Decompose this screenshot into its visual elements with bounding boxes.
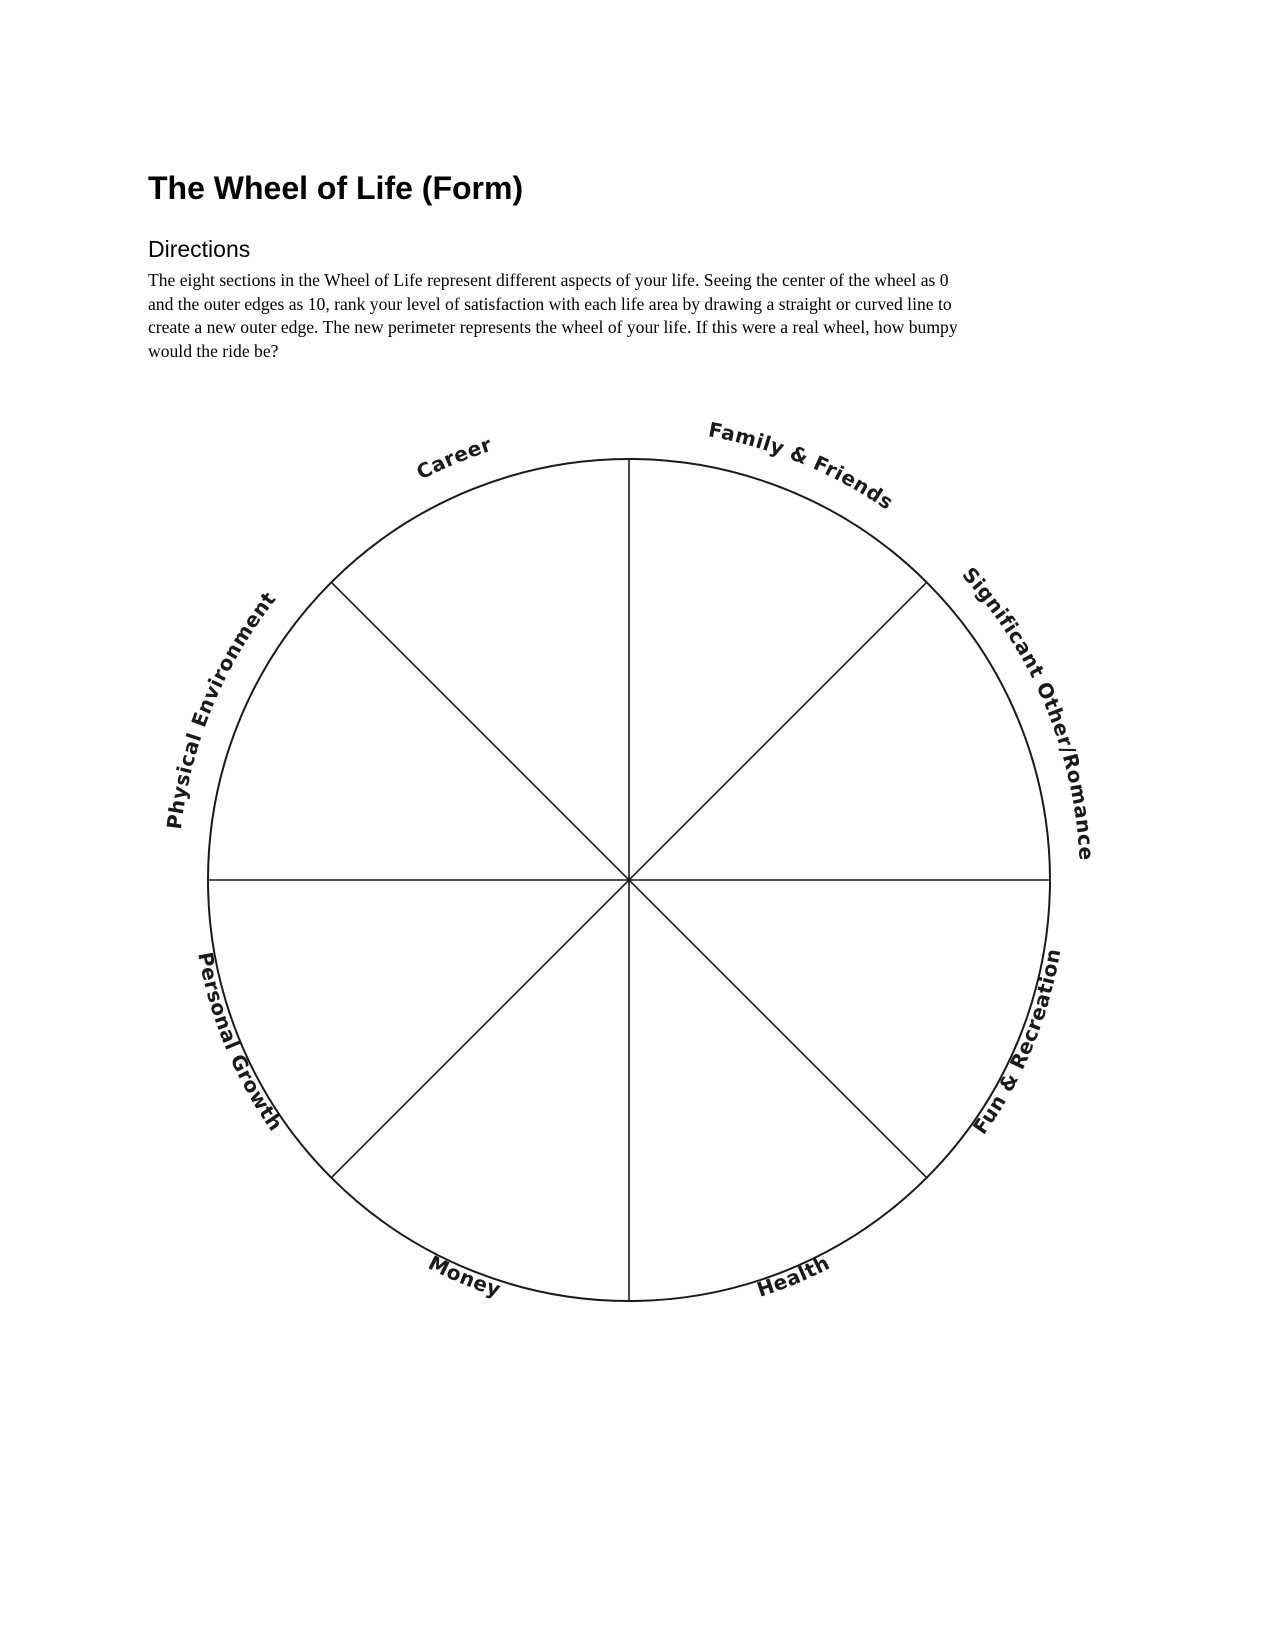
directions-line: create a new outer edge. The new perimeter represents the wheel of your life. If this were a real wheel, how bumpy [148, 317, 958, 338]
segment-label-career: Career [412, 432, 495, 485]
segment-label-family-friends: Family & Friends [706, 417, 899, 515]
page-title: The Wheel of Life (Form) [148, 170, 524, 206]
directions-line: The eight sections in the Wheel of Life represent different aspects of your life. Seeing the center of the wheel as 0 [148, 270, 949, 290]
directions-line: would the ride be? [148, 340, 279, 361]
directions-heading: Directions [148, 236, 251, 262]
segment-label-fun-recreation: Fun & Recreation [967, 946, 1066, 1139]
segment-label-health: Health [753, 1250, 834, 1302]
segment-label-significant-other: Significant Other/Romance [957, 562, 1099, 862]
segment-label-personal-growth: Personal Growth [193, 950, 288, 1136]
wheel-grid [208, 459, 1050, 1301]
segment-label-money: Money [424, 1250, 504, 1302]
segment-label-physical-environment: Physical Environment [161, 586, 281, 831]
directions-line: and the outer edges as 10, rank your level of satisfaction with each life area by drawing a straight or curved line to [148, 293, 952, 314]
